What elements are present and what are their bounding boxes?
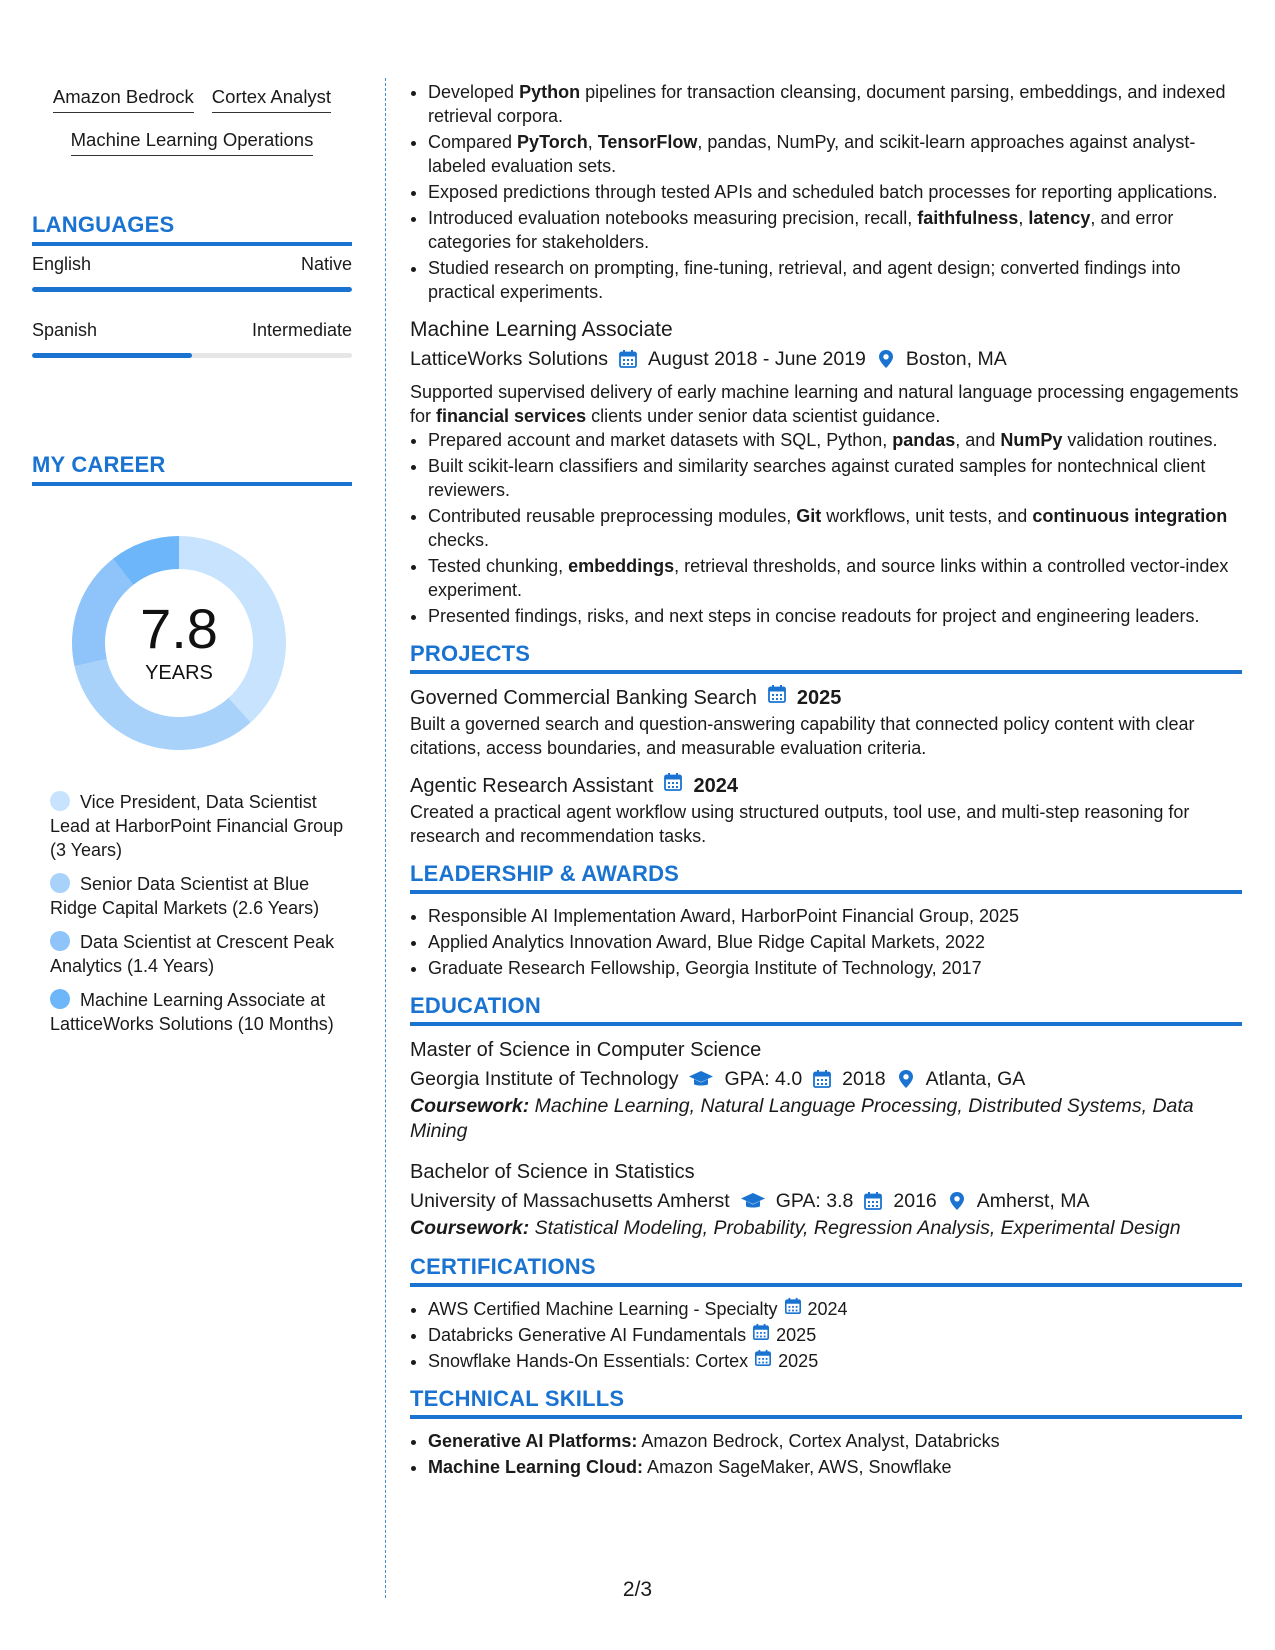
location-pin-icon	[947, 1191, 967, 1211]
legend-label: Data Scientist at Crescent Peak Analytics (1.4 Years)	[50, 932, 335, 976]
language-level-bar	[32, 287, 352, 292]
bullet-item: • Compared PyTorch, TensorFlow, pandas, NumPy, and scikit-learn approaches against analyst-labeled evaluation sets.	[428, 130, 1242, 178]
language-level-fill	[32, 353, 192, 358]
school-location: Atlanta, GA	[925, 1068, 1026, 1090]
cert-item	[428, 1323, 1242, 1347]
cert-name: • Snowflake Hands-On Essentials: Cortex	[428, 1351, 749, 1371]
skill-item	[428, 1429, 1242, 1453]
coursework	[410, 1216, 1242, 1241]
project-title	[410, 772, 1242, 800]
graduation-cap-icon	[688, 1069, 714, 1089]
award-item: • Graduate Research Fellowship, Georgia Institute of Technology, 2017	[428, 956, 1242, 980]
project-name: Governed Commercial Banking Search	[410, 687, 757, 709]
calendar-icon	[663, 772, 683, 800]
cert-item	[428, 1349, 1242, 1373]
cert-year: 2025	[778, 1351, 819, 1371]
technical-skills-heading: TECHNICAL SKILLS	[410, 1387, 1242, 1419]
gpa: GPA: 3.8	[775, 1190, 854, 1212]
certifications-list	[410, 1297, 1242, 1373]
main-content	[410, 80, 1242, 1481]
coursework-list: Machine Learning, Natural Language Processing, Distributed Systems, Data Mining	[410, 1095, 1194, 1142]
degree-title: Master of Science in Computer Science	[410, 1039, 762, 1061]
language-item	[32, 254, 352, 292]
coursework-label: Coursework:	[410, 1217, 530, 1239]
skill-label: Generative AI Platforms:	[428, 1431, 638, 1451]
donut-segment-3	[72, 559, 133, 666]
job-meta	[410, 344, 1242, 374]
legend-dot	[50, 989, 70, 1009]
awards-list	[410, 904, 1242, 980]
bullet-item: • Contributed reusable preprocessing modules, Git workflows, unit tests, and continuous integration checks.	[428, 504, 1242, 552]
project-desc: Built a governed search and question-answering capability that connected policy content with clear citations, access boundaries, and measurable evaluation criteria.	[410, 714, 1195, 758]
calendar-icon	[812, 1069, 832, 1089]
school-name: Georgia Institute of Technology	[410, 1068, 679, 1090]
cert-item	[428, 1297, 1242, 1321]
bullet-item: • Tested chunking, embeddings, retrieval thresholds, and source links within a controlled vector-index experiment.	[428, 554, 1242, 602]
calendar-icon	[618, 349, 638, 369]
calendar-icon	[784, 1297, 802, 1321]
awards-heading: LEADERSHIP & AWARDS	[410, 862, 1242, 894]
calendar-icon	[754, 1349, 772, 1373]
column-divider	[385, 78, 386, 1598]
projects-heading: PROJECTS	[410, 642, 1242, 674]
skill-tags	[32, 86, 352, 172]
coursework	[410, 1094, 1242, 1144]
page-number: 2/3	[622, 1578, 653, 1601]
grad-year: 2016	[893, 1190, 937, 1212]
project-name: Agentic Research Assistant	[410, 775, 654, 797]
job-title: Machine Learning Associate	[410, 318, 673, 341]
bullet-item: • Introduced evaluation notebooks measuring precision, recall, faithfulness, latency, and error categories for stakeholders.	[428, 206, 1242, 254]
education-meta	[410, 1064, 1242, 1094]
legend-item	[50, 988, 350, 1036]
career-donut-svg	[66, 530, 292, 756]
skill-label: Machine Learning Cloud:	[428, 1457, 644, 1477]
job-location: Boston, MA	[905, 348, 1007, 370]
bullet-item: • Presented findings, risks, and next steps in concise readouts for project and engineering leaders.	[428, 604, 1242, 628]
cert-year: 2024	[807, 1299, 848, 1319]
legend-dot	[50, 873, 70, 893]
cert-year: 2025	[776, 1325, 817, 1345]
cert-name: • AWS Certified Machine Learning - Specialty	[428, 1299, 778, 1319]
bullet-item: • Built scikit-learn classifiers and similarity searches against curated samples for nontechnical client reviewers.	[428, 454, 1242, 502]
skill-value: Amazon Bedrock, Cortex Analyst, Databricks	[641, 1431, 1000, 1451]
project-year: 2025	[796, 687, 842, 709]
prev-job-bullets	[410, 80, 1242, 304]
award-item: • Responsible AI Implementation Award, HarborPoint Financial Group, 2025	[428, 904, 1242, 928]
legend-item	[50, 930, 350, 978]
career-legend	[50, 790, 350, 1046]
project-title	[410, 684, 1242, 712]
bullet-item: • Exposed predictions through tested APIs and scheduled batch processes for reporting applications.	[428, 180, 1242, 204]
language-name: English	[32, 254, 92, 274]
legend-label: Senior Data Scientist at Blue Ridge Capital Markets (2.6 Years)	[50, 874, 320, 918]
location-pin-icon	[876, 349, 896, 369]
career-unit: YEARS	[145, 662, 213, 684]
skill-item	[428, 1455, 1242, 1479]
education-section	[410, 994, 1242, 1241]
career-heading: MY CAREER	[32, 452, 352, 486]
degree-title: Bachelor of Science in Statistics	[410, 1161, 695, 1183]
calendar-icon	[752, 1323, 770, 1347]
school-location: Amherst, MA	[976, 1190, 1090, 1212]
legend-item	[50, 872, 350, 920]
coursework-list: Statistical Modeling, Probability, Regression Analysis, Experimental Design	[534, 1217, 1181, 1239]
calendar-icon	[767, 684, 787, 712]
awards-section	[410, 862, 1242, 980]
certifications-section	[410, 1255, 1242, 1373]
certifications-heading: CERTIFICATIONS	[410, 1255, 1242, 1287]
language-level: Intermediate	[251, 320, 352, 340]
language-level: Native	[300, 254, 352, 274]
legend-dot	[50, 791, 70, 811]
language-level-fill	[32, 287, 352, 292]
skill-value: Amazon SageMaker, AWS, Snowflake	[647, 1457, 952, 1477]
technical-skills-section	[410, 1387, 1242, 1479]
skill-tag: Amazon Bedrock	[53, 86, 194, 113]
language-level-bar	[32, 353, 352, 358]
languages-heading: LANGUAGES	[32, 212, 352, 246]
career-donut-chart	[66, 530, 292, 756]
technical-skills-list	[410, 1429, 1242, 1479]
gpa: GPA: 4.0	[724, 1068, 803, 1090]
projects-section	[410, 642, 1242, 848]
job-bullets	[410, 428, 1242, 628]
skill-tag: Machine Learning Operations	[71, 129, 314, 156]
education-meta	[410, 1186, 1242, 1216]
grad-year: 2018	[842, 1068, 886, 1090]
bullet-item: • Prepared account and market datasets with SQL, Python, pandas, and NumPy validation routines.	[428, 428, 1242, 452]
location-pin-icon	[896, 1069, 916, 1089]
award-item: • Applied Analytics Innovation Award, Blue Ridge Capital Markets, 2022	[428, 930, 1242, 954]
coursework-label: Coursework:	[410, 1095, 530, 1117]
education-heading: EDUCATION	[410, 994, 1242, 1026]
legend-item	[50, 790, 350, 862]
job-dates: August 2018 - June 2019	[647, 348, 866, 370]
language-name: Spanish	[32, 320, 98, 340]
job-summary: Supported supervised delivery of early machine learning and natural language processing engagements for financial services clients under senior data scientist guidance.	[410, 382, 1239, 426]
bullet-item: • Studied research on prompting, fine-tuning, retrieval, and agent design; converted findings into practical experiments.	[428, 256, 1242, 304]
calendar-icon	[863, 1191, 883, 1211]
legend-dot	[50, 931, 70, 951]
skill-tag: Cortex Analyst	[212, 86, 331, 113]
bullet-item: • Developed Python pipelines for transaction cleansing, document parsing, embeddings, and indexed retrieval corpora.	[428, 80, 1242, 128]
school-name: University of Massachusetts Amherst	[410, 1190, 730, 1212]
cert-name: • Databricks Generative AI Fundamentals	[428, 1325, 747, 1345]
legend-label: Machine Learning Associate at LatticeWorks Solutions (10 Months)	[50, 990, 334, 1034]
career-total: 7.8	[140, 597, 218, 660]
graduation-cap-icon	[740, 1191, 766, 1211]
legend-label: Vice President, Data Scientist Lead at HarborPoint Financial Group (3 Years)	[50, 792, 344, 860]
project-desc: Created a practical agent workflow using structured outputs, tool use, and multi-step reasoning for research and recommendation tasks.	[410, 802, 1190, 846]
language-item	[32, 320, 352, 358]
project-year: 2024	[693, 775, 738, 797]
job-company: LatticeWorks Solutions	[410, 348, 608, 370]
